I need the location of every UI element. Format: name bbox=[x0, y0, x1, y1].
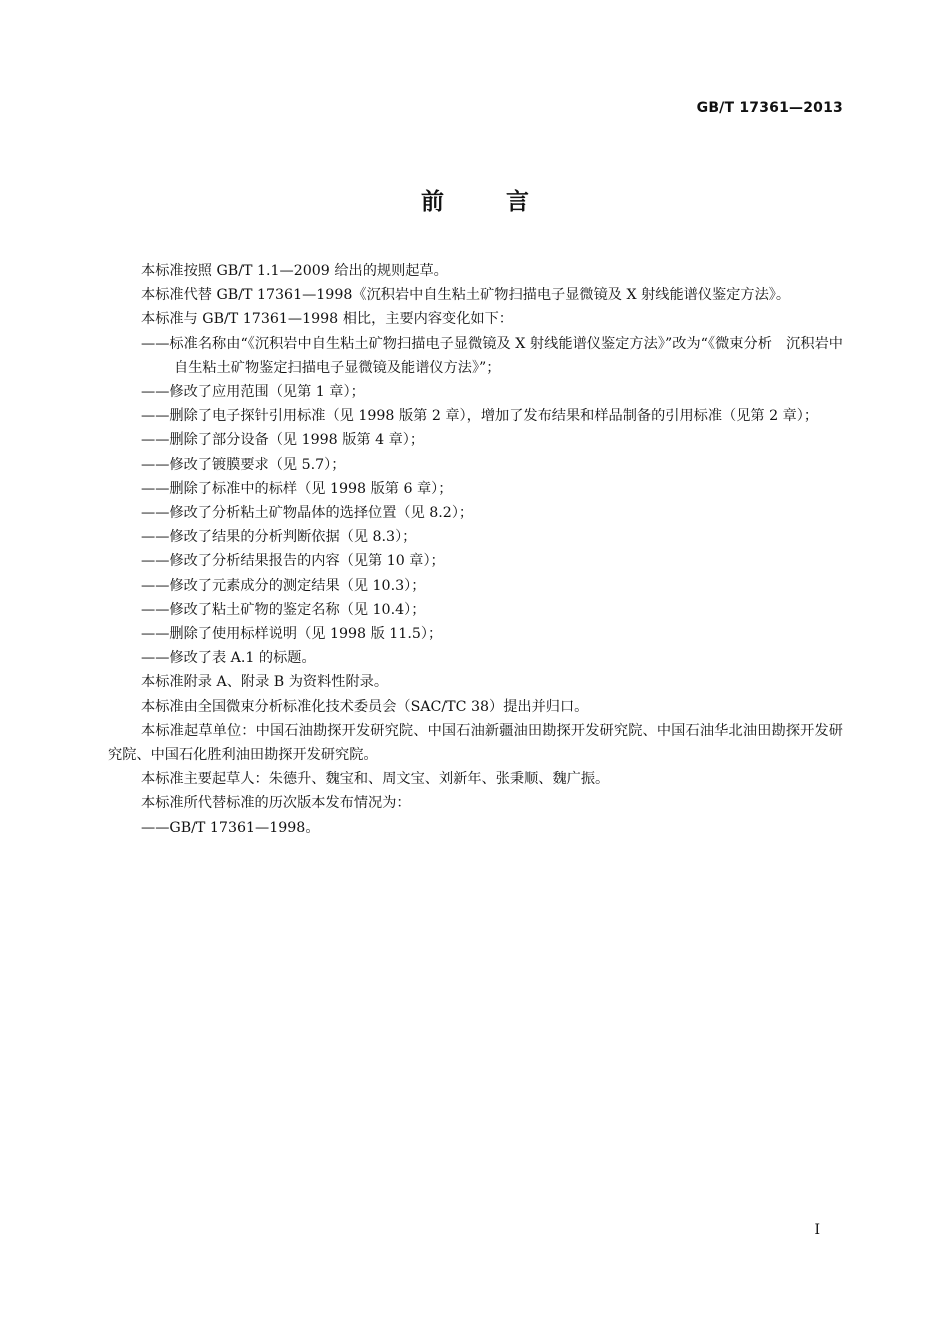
paragraph-proposed-by: 本标准由全国微束分析标准化技术委员会（SAC/TC 38）提出并归口。 bbox=[141, 698, 589, 715]
list-item: ——标准名称由“《沉积岩中自生粘土矿物扫描电子显微镜及 X 射线能谱仪鉴定方法》”改为“《微束分析 沉积岩中自生粘土矿物鉴定扫描电子显微镜及能谱仪方法》”； bbox=[141, 335, 843, 376]
document-body bbox=[108, 259, 843, 840]
list-item: ——修改了表 A.1 的标题。 bbox=[141, 650, 316, 667]
list-item: ——修改了粘土矿物的鉴定名称（见 10.4）； bbox=[141, 601, 426, 618]
paragraph-drafting-rules: 本标准按照 GB/T 1.1—2009 给出的规则起草。 bbox=[141, 263, 448, 279]
list-item: ——删除了部分设备（见 1998 版第 4 章）； bbox=[141, 432, 425, 449]
changes-list bbox=[108, 332, 843, 671]
paragraph-history-intro: 本标准所代替标准的历次版本发布情况为： bbox=[141, 795, 411, 812]
list-item: ——修改了分析结果报告的内容（见第 10 章）； bbox=[141, 553, 445, 570]
standard-code: GB/T 17361—2013 bbox=[696, 100, 843, 116]
paragraph-drafting-units: 本标准起草单位：中国石油勘探开发研究院、中国石油新疆油田勘探开发研究院、中国石油华北油田勘探开发研究院、中国石化胜利油田勘探开发研究院。 bbox=[108, 722, 843, 764]
list-item: ——删除了标准中的标样（见 1998 版第 6 章）； bbox=[141, 480, 453, 497]
list-item: ——修改了分析粘土矿物晶体的选择位置（见 8.2）； bbox=[141, 505, 474, 522]
page-title: 前言 bbox=[421, 189, 591, 215]
list-item: ——修改了镀膜要求（见 5.7）； bbox=[141, 456, 346, 473]
list-item: ——修改了应用范围（见第 1 章）； bbox=[141, 384, 365, 401]
list-item: ——删除了使用标样说明（见 1998 版 11.5）； bbox=[141, 626, 443, 643]
history-item: ——GB/T 17361—1998。 bbox=[141, 819, 320, 836]
page-number: I bbox=[814, 1222, 820, 1238]
paragraph-appendix: 本标准附录 A、附录 B 为资料性附录。 bbox=[141, 674, 389, 691]
list-item: ——修改了元素成分的测定结果（见 10.3）； bbox=[141, 577, 426, 594]
list-item: ——删除了电子探针引用标准（见 1998 版第 2 章），增加了发布结果和样品制备的引用标准（见第 2 章）； bbox=[141, 408, 819, 425]
paragraph-drafters: 本标准主要起草人：朱德升、魏宝和、周文宝、刘新年、张秉顺、魏广振。 bbox=[141, 771, 610, 788]
paragraph-replaces: 本标准代替 GB/T 17361—1998《沉积岩中自生粘土矿物扫描电子显微镜及 X 射线能谱仪鉴定方法》。 bbox=[141, 287, 791, 304]
list-item: ——修改了结果的分析判断依据（见 8.3）； bbox=[141, 529, 417, 546]
paragraph-changes-intro: 本标准与 GB/T 17361—1998 相比，主要内容变化如下： bbox=[141, 311, 513, 328]
